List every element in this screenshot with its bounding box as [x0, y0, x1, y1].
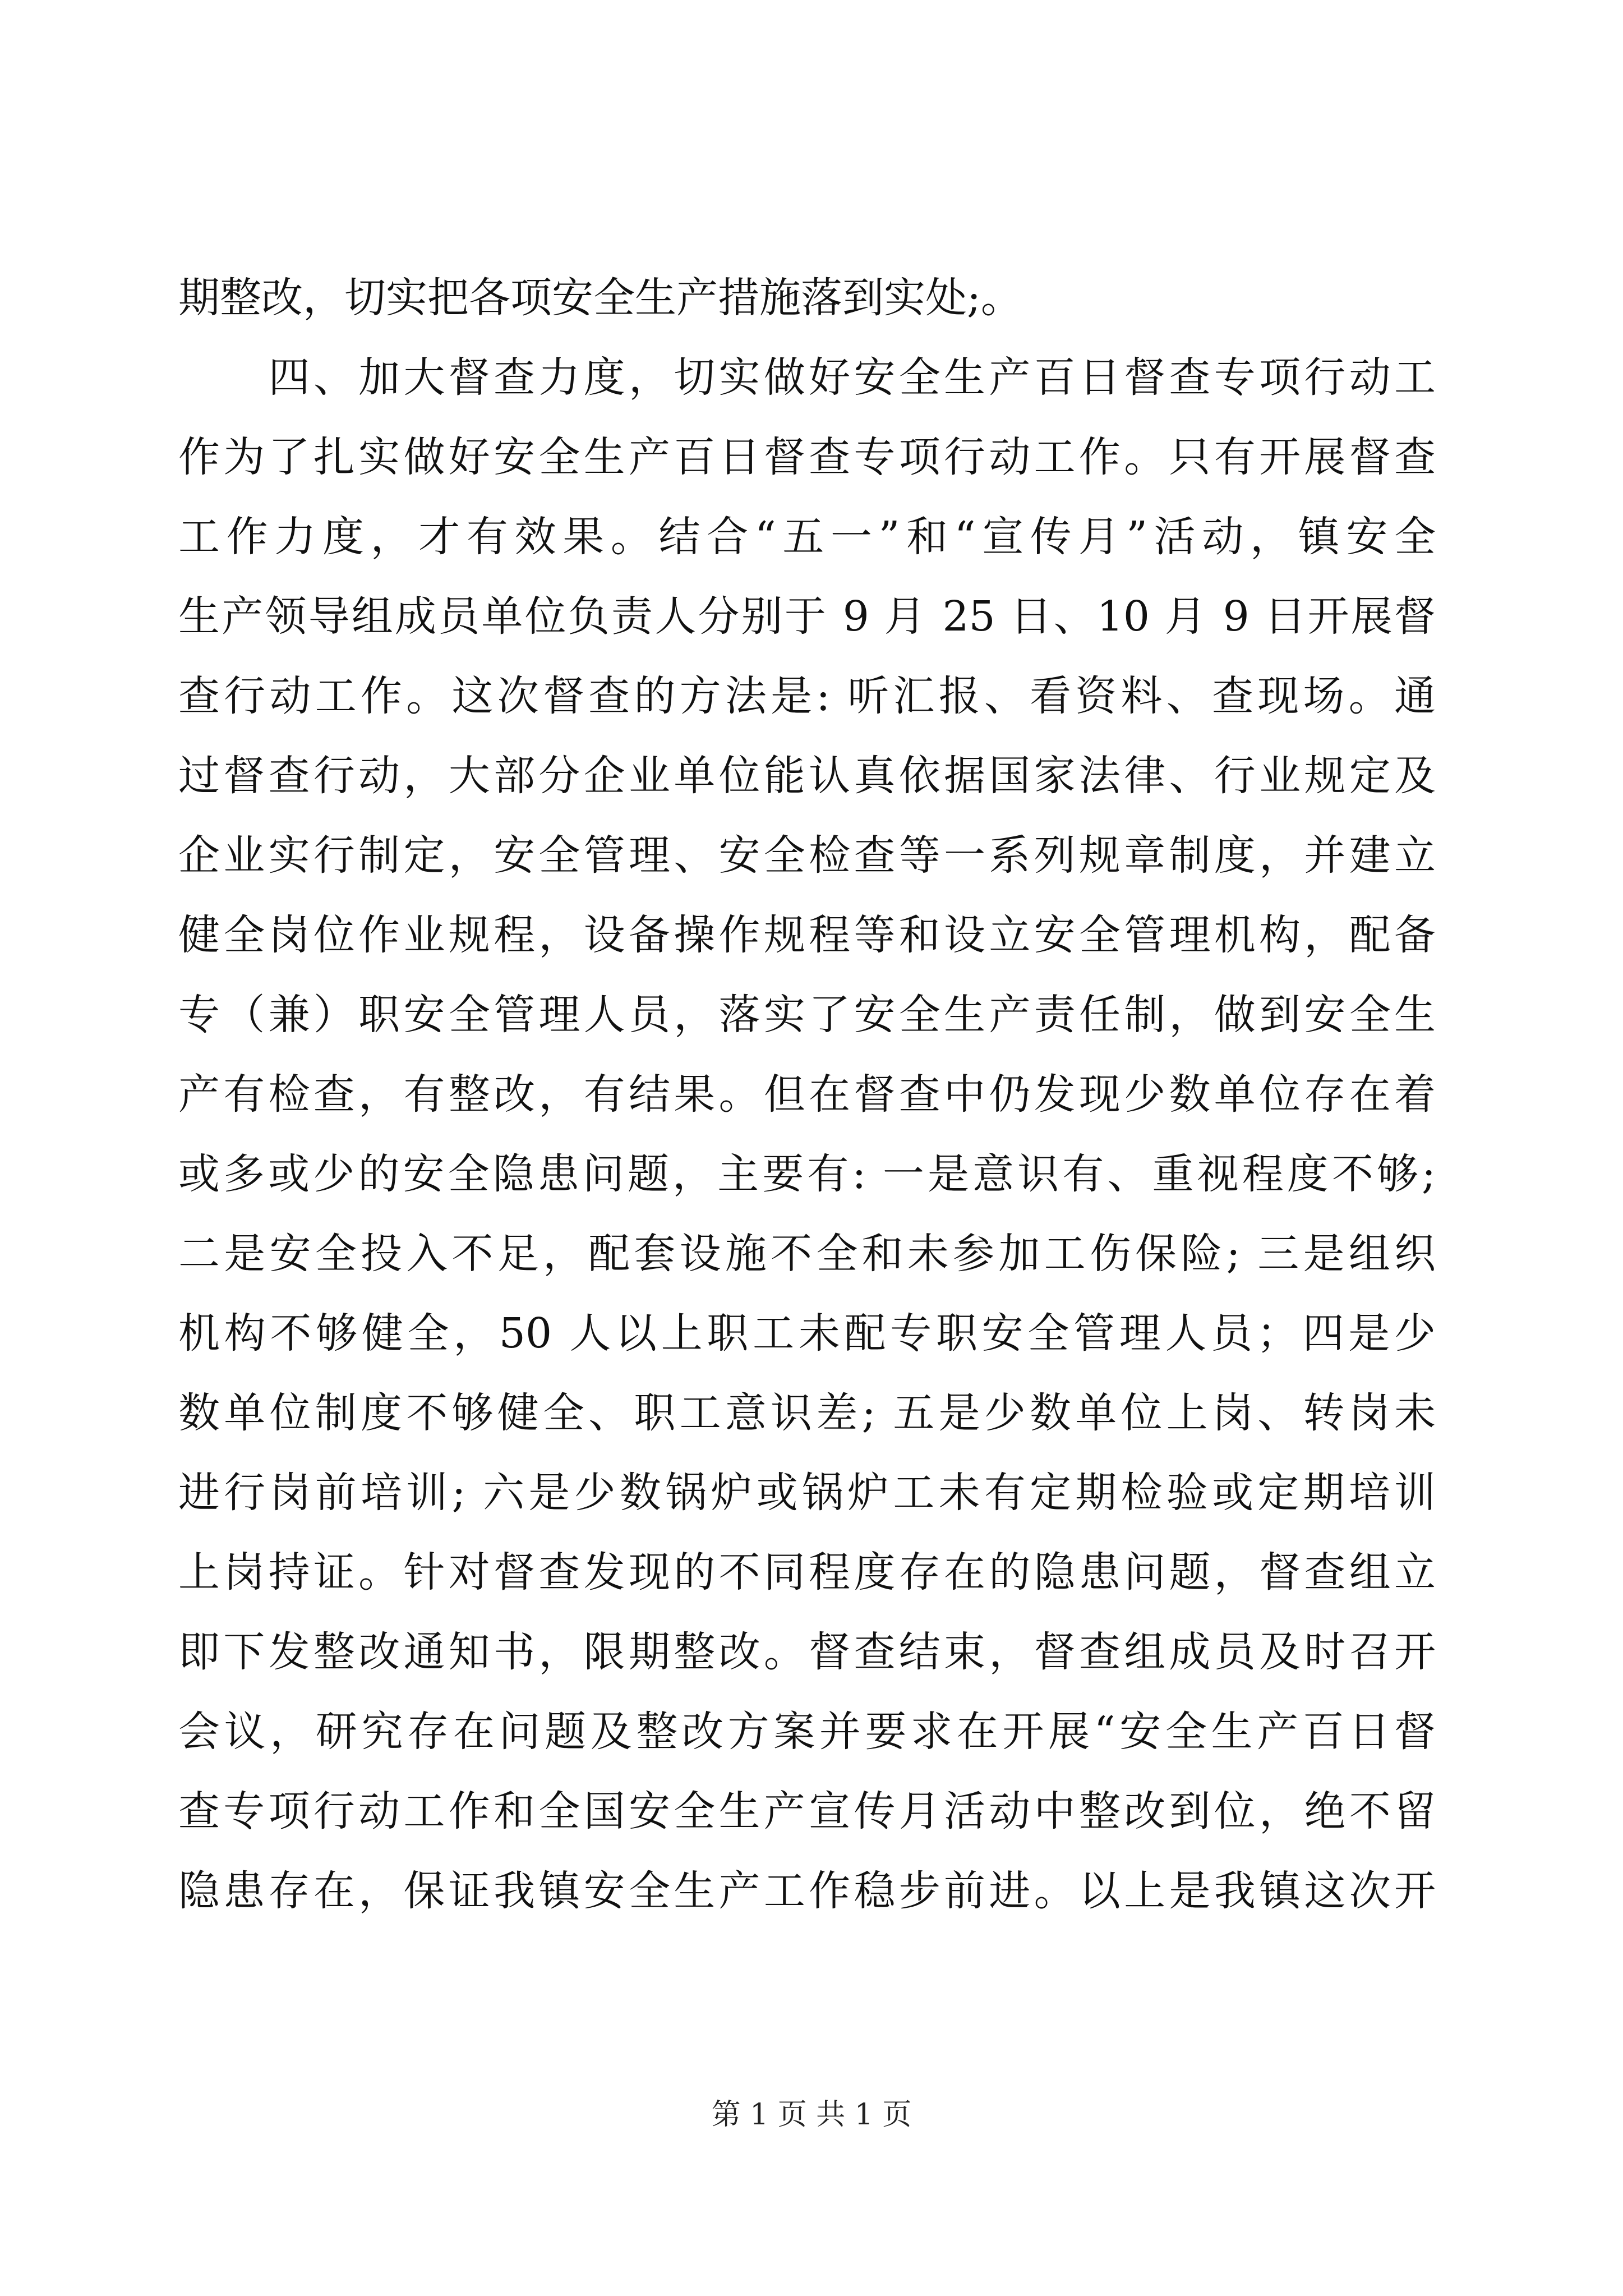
text-line: 作为了扎实做好安全生产百日督查专项行动工作。只有开展督查: [178, 433, 1436, 481]
page-number: 第 1 页 共 1 页: [711, 2098, 912, 2132]
text-line: 或多或少的安全隐患问题，主要有: 一是意识有、重视程度不够;: [178, 1150, 1436, 1198]
text-line: 专（兼）职安全管理人员，落实了安全生产责任制，做到安全生: [178, 991, 1436, 1039]
text-line: 工作力度，才有效果。结合“五一”和“宣传月”活动，镇安全: [178, 513, 1436, 561]
text-line: 产有检查，有整改，有结果。但在督查中仍发现少数单位存在着: [178, 1070, 1436, 1119]
text-line: 查行动工作。这次督查的方法是: 听汇报、看资料、查现场。通: [178, 672, 1436, 720]
text-line: 二是安全投入不足，配套设施不全和未参加工伤保险; 三是组织: [178, 1230, 1436, 1278]
text-line: 即下发整改通知书，限期整改。督查结束，督查组成员及时召开: [178, 1628, 1436, 1676]
text-line: 隐患存在，保证我镇安全生产工作稳步前进。以上是我镇这次开: [178, 1867, 1436, 1915]
text-line: 会议，研究存在问题及整改方案并要求在开展“安全生产百日督: [178, 1708, 1436, 1756]
text-line: 四、加大督查力度，切实做好安全生产百日督查专项行动工: [178, 353, 1436, 402]
text-line: 健全岗位作业规程，设备操作规程等和设立安全管理机构，配备: [178, 911, 1436, 959]
page-footer: [0, 2098, 1623, 2132]
text-line: 生产领导组成员单位负责人分别于 9 月 25 日、10 月 9 日开展督: [178, 592, 1436, 641]
text-line: 期整改，切实把各项安全生产措施落到实处;。: [178, 274, 1022, 322]
text-line: 过督查行动，大部分企业单位能认真依据国家法律、行业规定及: [178, 752, 1436, 800]
text-line: 上岗持证。针对督查发现的不同程度存在的隐患问题，督查组立: [178, 1548, 1436, 1596]
text-line: 查专项行动工作和全国安全生产宣传月活动中整改到位，绝不留: [178, 1787, 1436, 1835]
text-line: 进行岗前培训; 六是少数锅炉或锅炉工未有定期检验或定期培训: [178, 1469, 1436, 1517]
text-line: 企业实行制定，安全管理、安全检查等一系列规章制度，并建立: [178, 831, 1436, 880]
body-text: [178, 258, 1436, 1931]
text-line: 机构不够健全，50 人以上职工未配专职安全管理人员；四是少: [178, 1309, 1436, 1358]
text-line: 数单位制度不够健全、职工意识差; 五是少数单位上岗、转岗未: [178, 1389, 1436, 1437]
